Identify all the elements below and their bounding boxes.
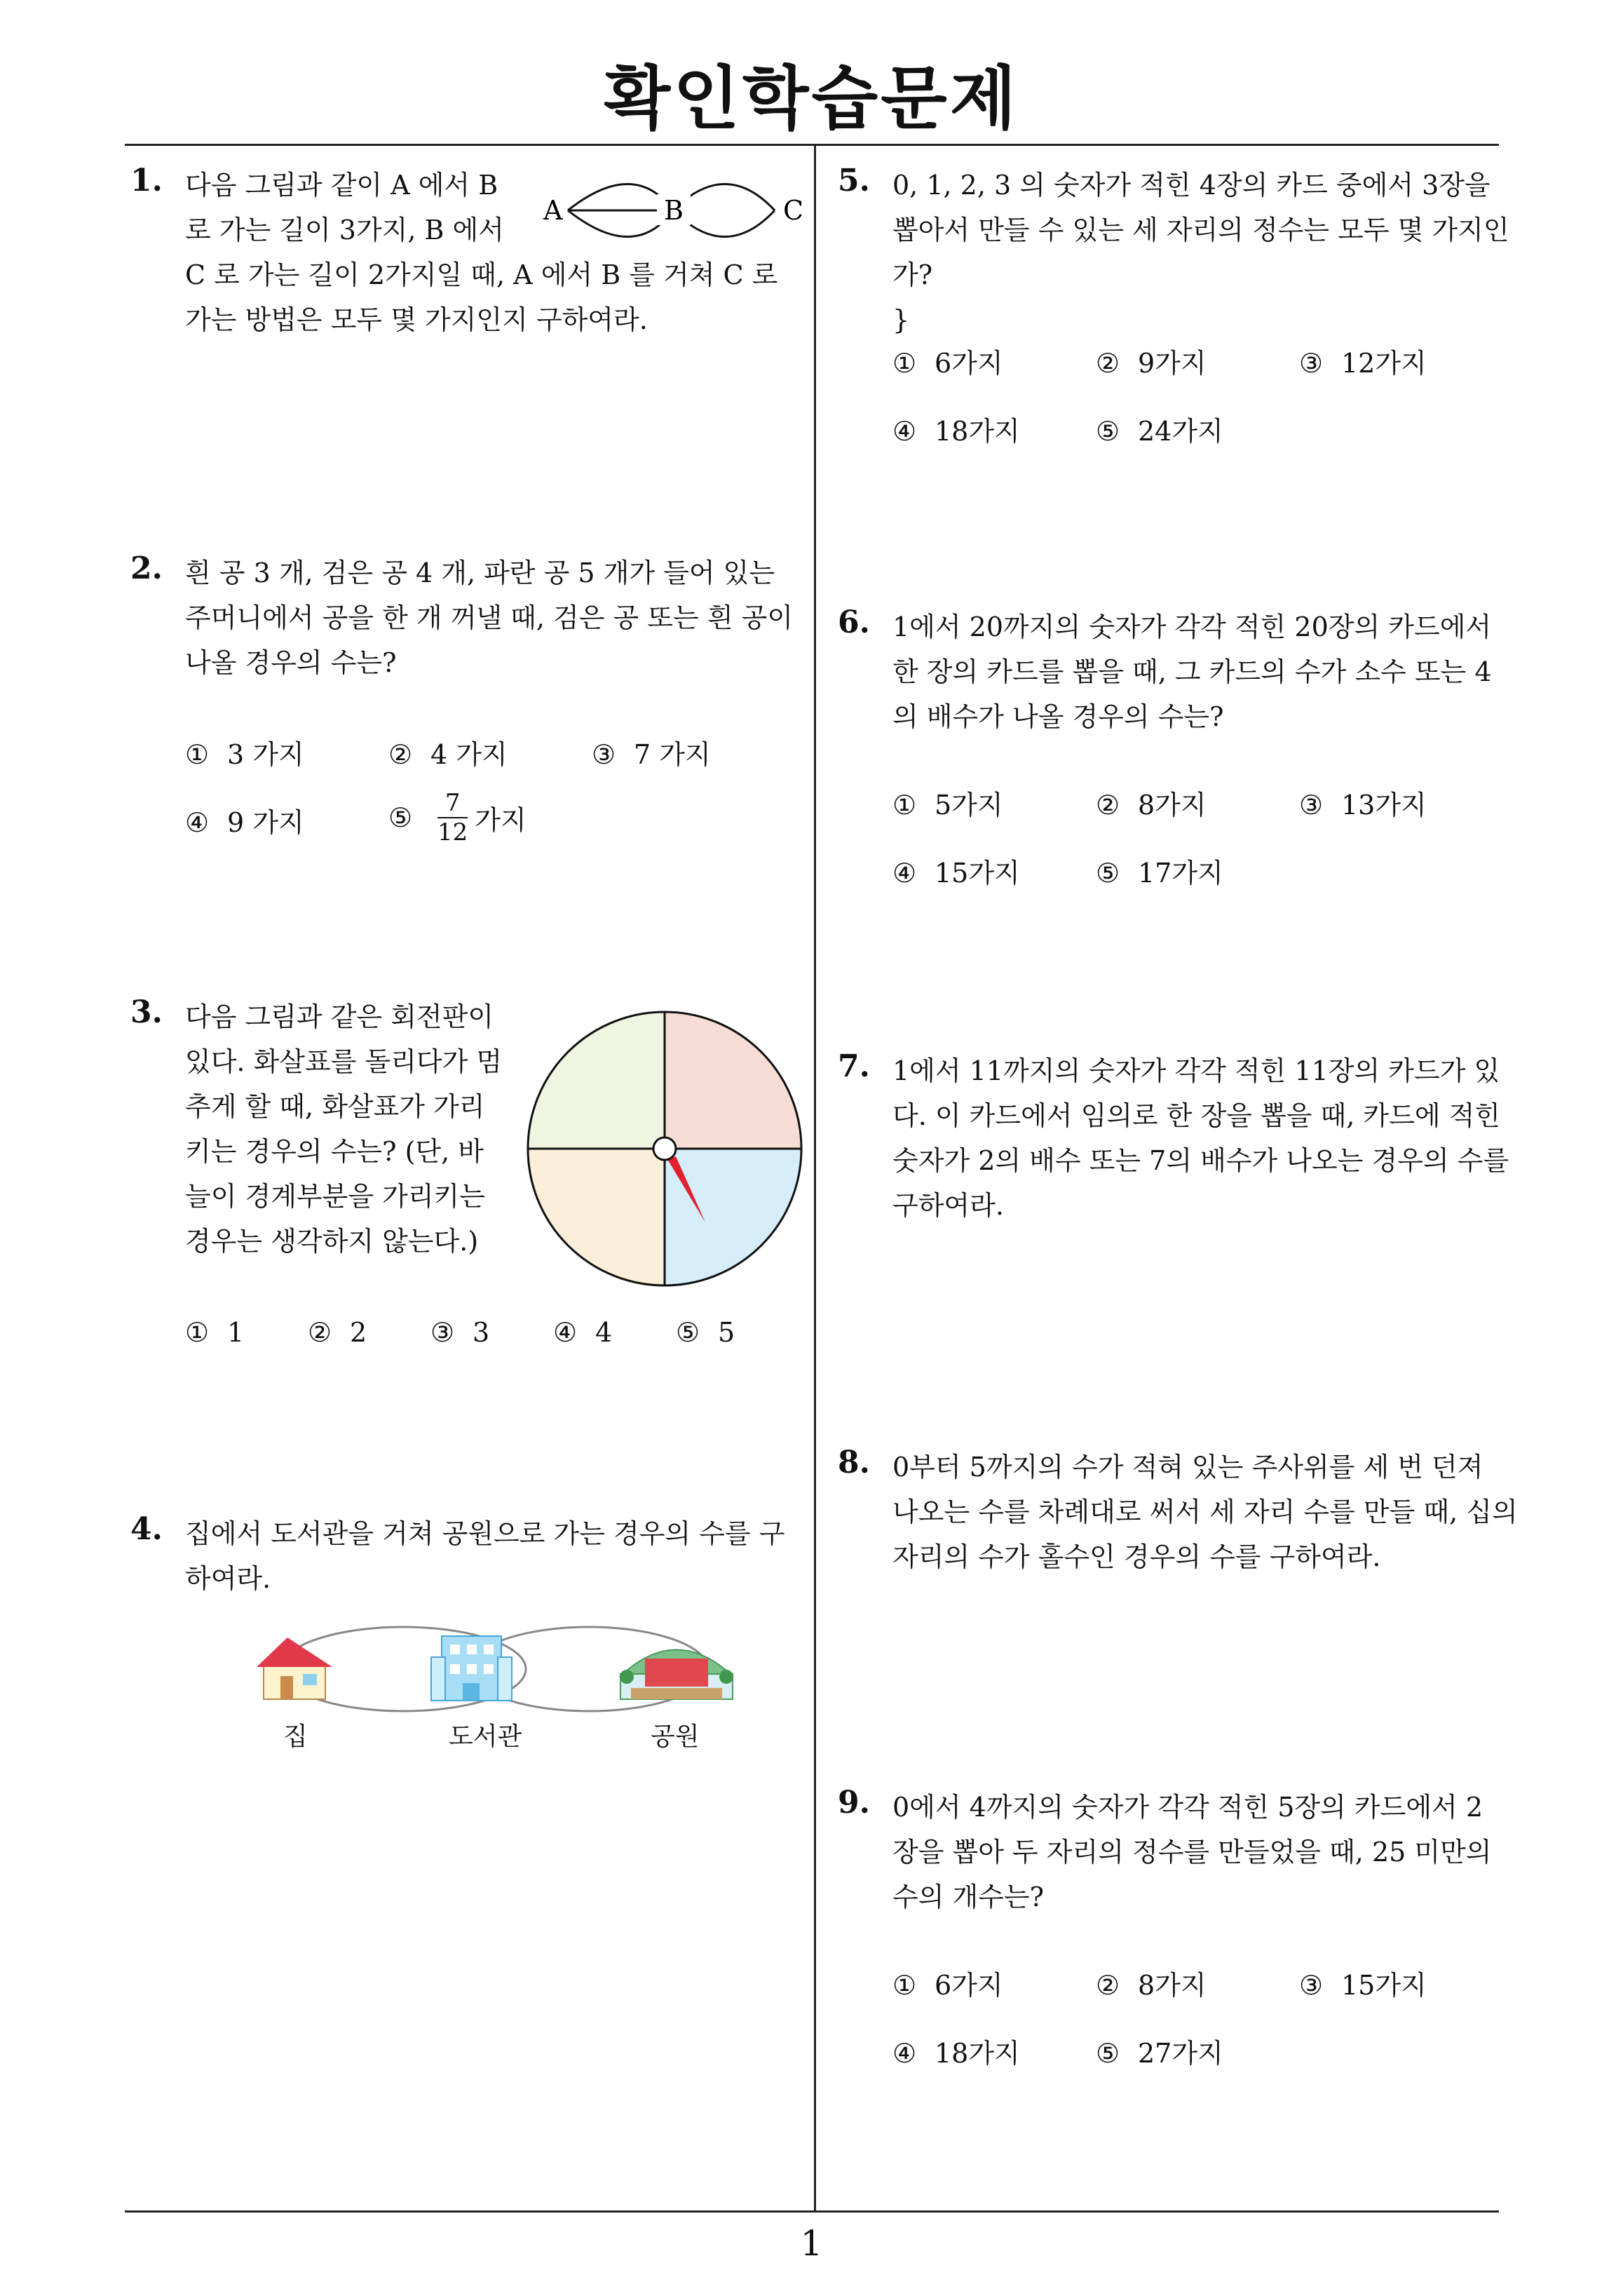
choice-5[interactable]: ⑤ 24가지	[1096, 416, 1223, 447]
spinner-sector-bottom-right	[665, 1149, 801, 1285]
house-icon	[257, 1637, 332, 1699]
problem-line: 0부터 5까지의 수가 적혀 있는 주사위를 세 번 던져	[892, 1452, 1483, 1483]
problem-line: 1에서 11까지의 숫자가 각각 적힌 11장의 카드가 있	[892, 1055, 1500, 1086]
diagram-label-a: A	[543, 195, 563, 226]
choice-5[interactable]: ⑤ $\frac{7}{12}$ 가지	[388, 789, 527, 846]
park-icon	[620, 1650, 733, 1700]
map-label-park: 공원	[651, 1722, 700, 1751]
problem-text	[185, 994, 550, 1264]
choice-3[interactable]: ③ 13가지	[1299, 790, 1427, 821]
choice-4[interactable]: ④ 18가지	[892, 2038, 1020, 2069]
spinner-sector-top-right	[665, 1012, 801, 1149]
choice-4[interactable]: ④ 15가지	[892, 858, 1020, 889]
choice-3[interactable]: ③ 3	[430, 1317, 490, 1348]
problem-line: 가?	[892, 259, 933, 290]
spinner-sector-bottom-left	[528, 1149, 665, 1285]
page-title: 확인학습문제	[604, 59, 1019, 139]
problem-line: 흰 공 3 개, 검은 공 4 개, 파란 공 5 개가 들어 있는	[185, 558, 775, 588]
problem-8	[838, 1445, 1525, 1592]
problem-9	[838, 1785, 1525, 2079]
choice-4[interactable]: ④ 18가지	[892, 416, 1020, 447]
bottom-rule	[125, 2210, 1499, 2213]
spinner-hub	[653, 1137, 676, 1160]
choice-3[interactable]: ③ 15가지	[1299, 1970, 1427, 2001]
choice-1[interactable]: ① 3 가지	[185, 739, 304, 770]
problem-line: 수의 개수는?	[892, 1882, 1044, 1912]
problem-number: 9.	[838, 1785, 870, 1821]
problem-number: 3.	[130, 994, 163, 1030]
problem-line: 자리의 수가 홀수인 경우의 수를 구하여라.	[892, 1541, 1381, 1572]
problem-number: 7.	[838, 1048, 870, 1084]
problem-number: 1.	[130, 163, 163, 198]
choice-2[interactable]: ② 8가지	[1096, 1970, 1207, 2001]
problem-text	[892, 605, 1509, 739]
choice-1[interactable]: ① 6가지	[892, 1970, 1003, 2001]
problem-line: 추게 할 때, 화살표가 가리	[185, 1091, 485, 1122]
choice-2[interactable]: ② 4 가지	[388, 739, 508, 770]
choice-4[interactable]: ④ 9 가지	[185, 807, 304, 838]
problem-6	[838, 605, 1525, 899]
problem-text	[185, 1511, 802, 1601]
page-number: 1	[800, 2223, 823, 2264]
spinner-diagram	[524, 1008, 805, 1289]
problem-line: 구하여라.	[892, 1190, 1004, 1221]
problem-text	[185, 551, 802, 685]
problem-line: 가는 방법은 모두 몇 가지인지 구하여라.	[185, 304, 648, 335]
problem-line: 다. 이 카드에서 임의로 한 장을 뽑을 때, 카드에 적힌	[892, 1100, 1501, 1131]
top-rule	[125, 144, 1499, 146]
problem-2	[130, 551, 803, 873]
path-diagram	[529, 165, 810, 249]
problem-5	[838, 163, 1525, 457]
problem-line: 주머니에서 공을 한 개 꺼낼 때, 검은 공 또는 흰 공이	[185, 602, 794, 633]
problem-number: 4.	[130, 1511, 163, 1547]
problem-number: 5.	[838, 163, 870, 198]
problem-line: 숫자가 2의 배수 또는 7의 배수가 나오는 경우의 수를	[892, 1145, 1509, 1176]
problem-line: 늘이 경계부분을 가리키는	[185, 1181, 485, 1212]
problem-line: 0, 1, 2, 3 의 숫자가 적힌 4장의 카드 중에서 3장을	[892, 170, 1490, 201]
choice-1[interactable]: ① 6가지	[892, 348, 1003, 379]
fraction: $\frac{7}{12}$	[437, 789, 468, 846]
problem-line: 장을 뽑아 두 자리의 정수를 만들었을 때, 25 미만의	[892, 1837, 1492, 1868]
choice-5[interactable]: ⑤ 17가지	[1096, 858, 1223, 889]
problem-line: 0에서 4까지의 숫자가 각각 적힌 5장의 카드에서 2	[892, 1792, 1483, 1823]
map-label-library: 도서관	[449, 1722, 522, 1751]
problem-line: 의 배수가 나올 경우의 수는?	[892, 701, 1224, 732]
choice-2[interactable]: ② 9가지	[1096, 348, 1207, 379]
map-label-home: 집	[283, 1722, 308, 1751]
choice-4[interactable]: ④ 4	[553, 1317, 613, 1348]
problem-line: 다음 그림과 같이 A 에서 B	[185, 170, 498, 201]
problem-text	[892, 1785, 1509, 1919]
spinner-sector-top-left	[528, 1012, 665, 1149]
choice-2[interactable]: ② 2	[308, 1317, 367, 1348]
problem-7	[838, 1048, 1525, 1238]
problem-4	[130, 1511, 803, 1609]
problem-line: 경우는 생각하지 않는다.)	[185, 1226, 479, 1257]
choice-5[interactable]: ⑤ 5	[676, 1317, 735, 1348]
choice-3[interactable]: ③ 12가지	[1299, 348, 1427, 379]
choice-1[interactable]: ① 1	[185, 1317, 245, 1348]
problem-number: 8.	[838, 1445, 870, 1480]
problem-line: 키는 경우의 수는? (단, 바	[185, 1136, 484, 1167]
problem-number: 6.	[838, 605, 870, 640]
choice-1[interactable]: ① 5가지	[892, 790, 1003, 821]
choice-5[interactable]: ⑤ 27가지	[1096, 2038, 1223, 2069]
problem-line: 하여라.	[185, 1563, 271, 1594]
problem-line: 1에서 20까지의 숫자가 각각 적힌 20장의 카드에서	[892, 612, 1492, 642]
problem-line: 다음 그림과 같은 회전판이	[185, 1001, 494, 1032]
problem-line: 한 장의 카드를 뽑을 때, 그 카드의 수가 소수 또는 4	[892, 656, 1492, 687]
library-building-icon	[431, 1636, 512, 1701]
problem-line: C 로 가는 길이 2가지일 때, A 에서 B 를 거쳐 C 로	[185, 259, 778, 290]
diagram-label-c: C	[783, 195, 804, 226]
diagram-label-b: B	[664, 195, 684, 226]
choice-3[interactable]: ③ 7 가지	[592, 739, 711, 770]
column-divider	[814, 144, 816, 2213]
problem-line: 로 가는 길이 3가지, B 에서	[185, 215, 504, 245]
problem-text	[892, 1048, 1509, 1228]
problem-number: 2.	[130, 551, 163, 586]
choice-2[interactable]: ② 8가지	[1096, 790, 1207, 821]
problem-line: 집에서 도서관을 거쳐 공원으로 가는 경우의 수를 구	[185, 1518, 785, 1549]
route-map-diagram	[252, 1609, 743, 1722]
problem-line: 뽑아서 만들 수 있는 세 자리의 정수는 모두 몇 가지인	[892, 215, 1509, 245]
problem-line: 있다. 화살표를 돌리다가 멈	[185, 1046, 503, 1077]
problem-text: 0, 1, 2, 3 의 숫자가 적힌 4장의 카드 중에서 3장을 뽑아서 만들 수 있는 세 자리의 정수는 모두 몇 가지인 가? }	[892, 163, 1509, 342]
problem-text	[892, 1445, 1518, 1579]
problem-line: 나올 경우의 수는?	[185, 647, 397, 678]
problem-line: 나오는 수를 차례대로 써서 세 자리 수를 만들 때, 십의	[892, 1497, 1518, 1527]
